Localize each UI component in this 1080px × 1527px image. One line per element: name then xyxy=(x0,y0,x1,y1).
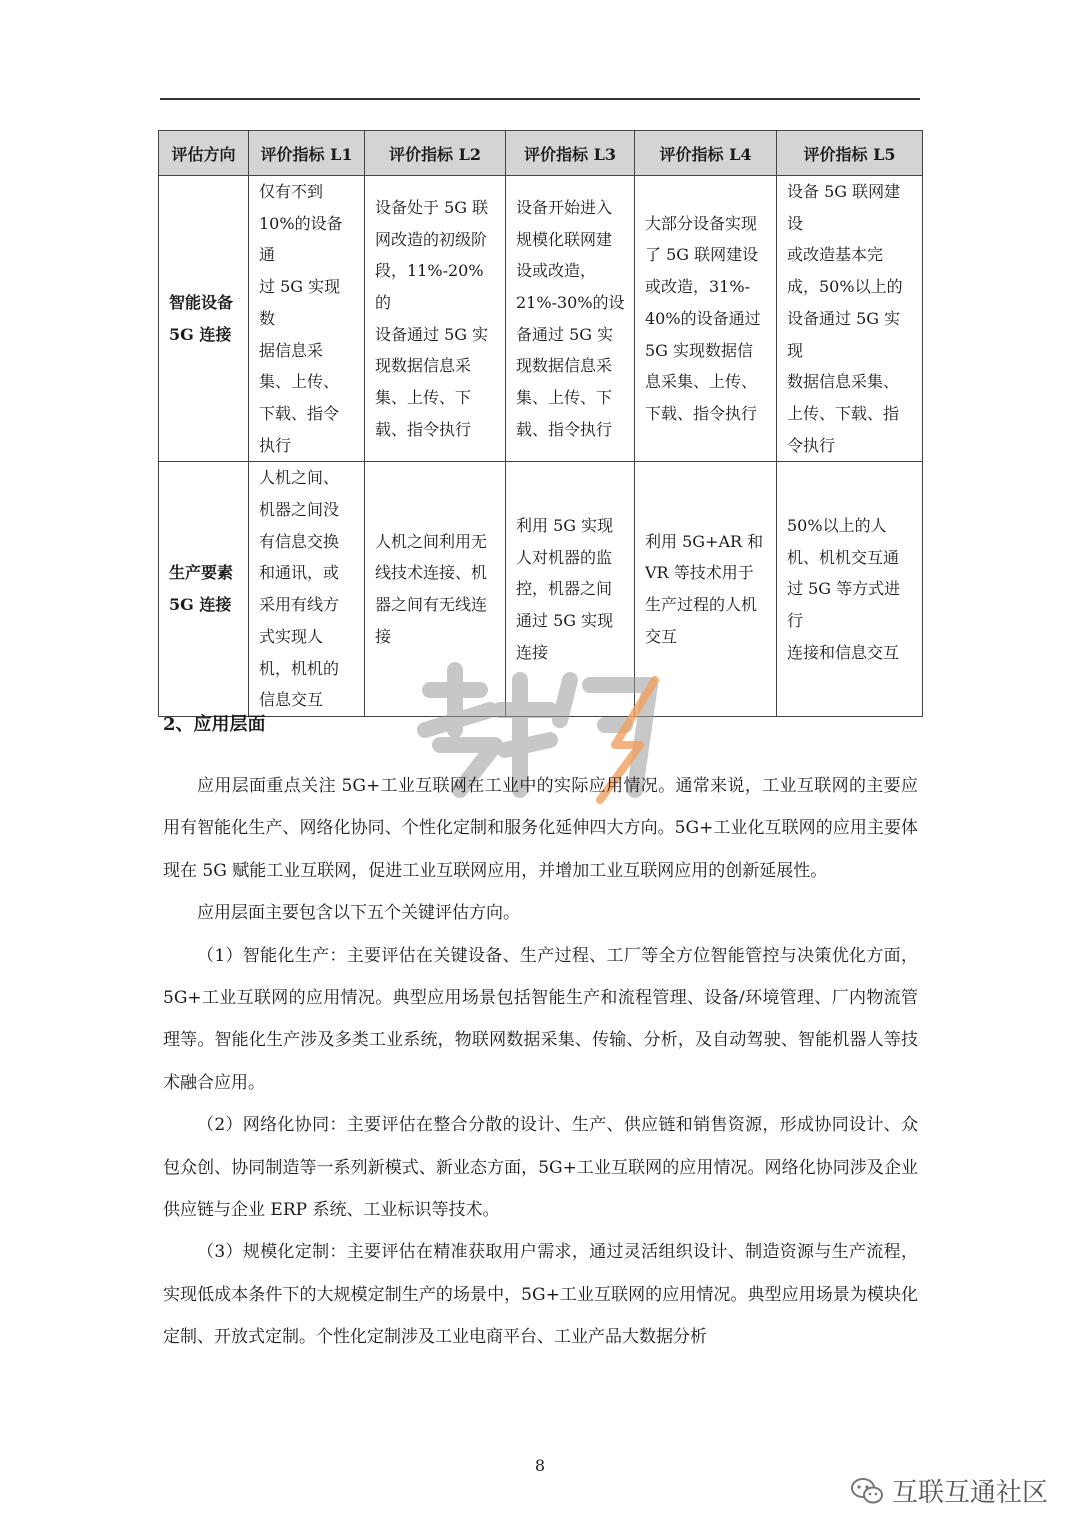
table-cell: 50%以上的人 机、机机交互通 过 5G 等方式进行 连接和信息交互 xyxy=(777,462,923,717)
header-direction: 评估方向 xyxy=(159,131,249,176)
evaluation-table xyxy=(158,130,923,717)
row-direction: 智能设备 5G 连接 xyxy=(159,176,249,462)
table-cell: 仅有不到 10%的设备通 过 5G 实现数 据信息采 集、上传、 下载、指令 执行 xyxy=(249,176,365,462)
paragraph: （3）规模化定制：主要评估在精准获取用户需求，通过灵活组织设计、制造资源与生产流程，实现低成本条件下的大规模定制生产的场景中，5G+工业互联网的应用情况。典型应用场景为模块化定制、开放式定制。个性化定制涉及工业电商平台、工业产品大数据分析 xyxy=(163,1242,918,1348)
header-l2: 评价指标 L2 xyxy=(365,131,506,176)
row-direction: 生产要素 5G 连接 xyxy=(159,462,249,717)
header-rule xyxy=(160,98,920,100)
table-cell: 大部分设备实现 了 5G 联网建设 或改造，31%- 40%的设备通过 5G 实现数据信 息采集、上传、 下载、指令执行 xyxy=(635,176,777,462)
watermark-source-label: 互联互通社区 xyxy=(891,1478,1048,1508)
header-l3: 评价指标 L3 xyxy=(506,131,635,176)
table-header-row xyxy=(159,131,923,176)
table-cell: 利用 5G+AR 和 VR 等技术用于 生产过程的人机 交互 xyxy=(635,462,777,717)
table-cell: 设备处于 5G 联 网改造的初级阶 段，11%-20%的 设备通过 5G 实 现数据信息采 集、上传、下 载、指令执行 xyxy=(365,176,506,462)
table-cell: 设备 5G 联网建设 或改造基本完 成，50%以上的 设备通过 5G 实现 数据信息采集、 上传、下载、指 令执行 xyxy=(777,176,923,462)
section-heading: 2、应用层面 xyxy=(163,714,266,735)
page-number: 8 xyxy=(534,1456,546,1475)
wechat-watermark xyxy=(850,1472,1048,1509)
wechat-icon xyxy=(850,1476,884,1506)
body-text xyxy=(163,765,918,1359)
table-cell: 人机之间利用无 线技术连接、机 器之间有无线连 接 xyxy=(365,462,506,717)
table-cell: 人机之间、 机器之间没 有信息交换 和通讯，或 采用有线方 式实现人 机，机机的 信息交互 xyxy=(249,462,365,717)
table-row xyxy=(159,176,923,462)
header-l1: 评价指标 L1 xyxy=(249,131,365,176)
paragraph: 应用层面主要包含以下五个关键评估方向。 xyxy=(197,903,520,924)
paragraph: 应用层面重点关注 5G+工业互联网在工业中的实际应用情况。通常来说，工业互联网的主要应用有智能化生产、网络化协同、个性化定制和服务化延伸四大方向。5G+工业化互联网的应用主要体现在 5G 赋能工业互联网，促进工业互联网应用，并增加工业互联网应用的创新延展性。 xyxy=(163,776,918,881)
header-l4: 评价指标 L4 xyxy=(635,131,777,176)
paragraph: （2）网络化协同：主要评估在整合分散的设计、生产、供应链和销售资源，形成协同设计、众包众创、协同制造等一系列新模式、新业态方面，5G+工业互联网的应用情况。网络化协同涉及企业供应链与企业 ERP 系统、工业标识等技术。 xyxy=(163,1115,918,1221)
table-cell: 设备开始进入 规模化联网建 设或改造， 21%-30%的设 备通过 5G 实 现数据信息采 集、上传、下 载、指令执行 xyxy=(506,176,635,462)
paragraph: （1）智能化生产：主要评估在关键设备、生产过程、工厂等全方位智能管控与决策优化方面，5G+工业互联网的应用情况。典型应用场景包括智能生产和流程管理、设备/环境管理、厂内物流管理等。智能化生产涉及多类工业系统，物联网数据采集、传输、分析，及自动驾驶、智能机器人等技术融合应用。 xyxy=(163,945,918,1093)
table-cell: 利用 5G 实现 人对机器的监 控，机器之间 通过 5G 实现 连接 xyxy=(506,462,635,717)
header-l5: 评价指标 L5 xyxy=(777,131,923,176)
